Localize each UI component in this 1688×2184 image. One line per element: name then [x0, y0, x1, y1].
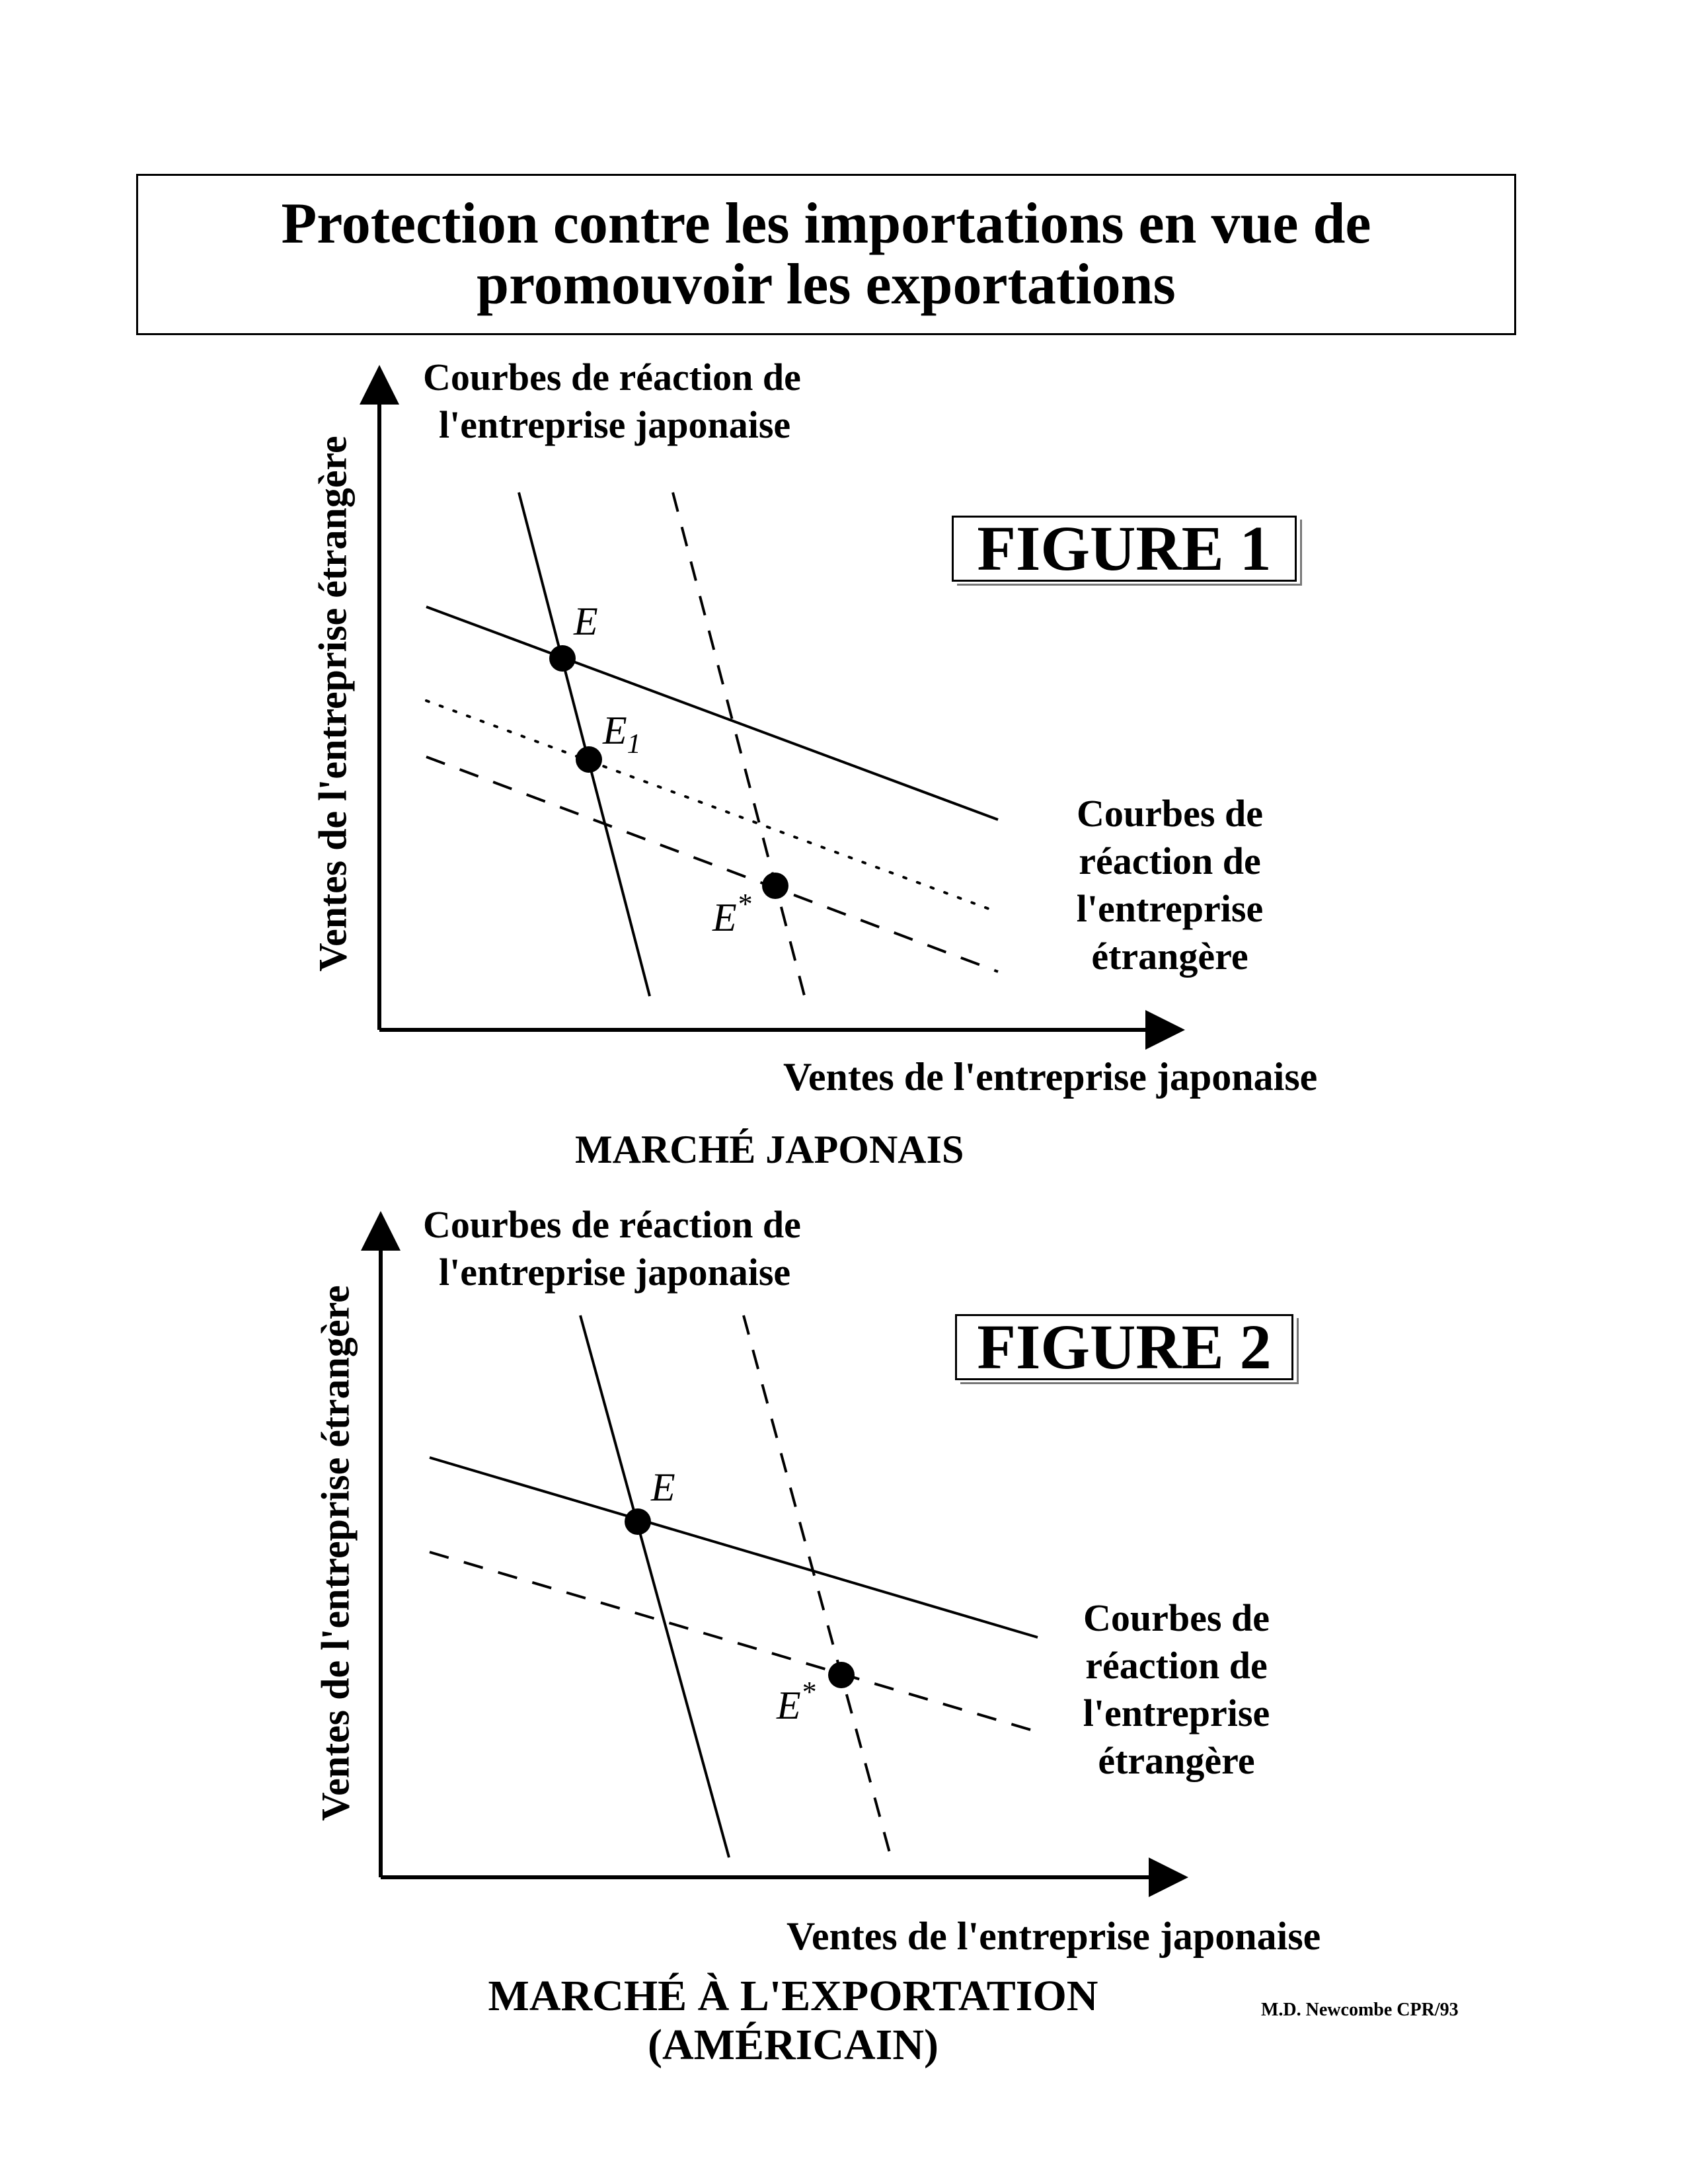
- fig1-x-axis-label: Ventes de l'entreprise japonaise: [783, 1055, 1318, 1099]
- fig1-box-label: FIGURE 1: [977, 513, 1272, 584]
- fig2-label-Estar-sup: *: [800, 1676, 816, 1708]
- fig2-point-E: [625, 1508, 651, 1535]
- fig2-foreign-reaction-solid: [430, 1458, 1038, 1637]
- fig2-x-axis-label: Ventes de l'entreprise japonaise: [786, 1914, 1321, 1958]
- fig1-point-E: [549, 645, 576, 672]
- fig2-point-Estar: [828, 1662, 855, 1688]
- fig1-japanese-reaction-dashed: [673, 492, 805, 998]
- fig1-label-Estar-base: E: [712, 896, 737, 939]
- fig2-box-label: FIGURE 2: [977, 1311, 1272, 1382]
- fig1-foreign-curve-label-line: l'entreprise: [1076, 887, 1264, 930]
- credit: M.D. Newcombe CPR/93: [1261, 2000, 1459, 2020]
- fig2-market-label-line: MARCHÉ À L'EXPORTATION: [488, 1972, 1098, 2020]
- fig2-label-Estar-base: E: [777, 1684, 801, 1727]
- fig1-label-E1-sub: 1: [627, 729, 641, 760]
- fig1-points: [549, 600, 788, 939]
- fig1-japanese-curve-label-line: Courbes de réaction de: [423, 356, 801, 399]
- fig1-foreign-curve-label-line: étrangère: [1091, 935, 1248, 978]
- fig2-japanese-reaction-solid: [580, 1315, 729, 1857]
- fig1-market-label: MARCHÉ JAPONAIS: [575, 1128, 964, 1171]
- fig2-label-E: E: [651, 1465, 675, 1509]
- fig1-y-axis-label: Ventes de l'entreprise étrangère: [311, 436, 355, 972]
- fig1-japanese-curve-label-line: l'entreprise japonaise: [439, 403, 791, 446]
- fig2-foreign-curve-label-line: réaction de: [1085, 1644, 1268, 1687]
- fig2-foreign-curve-label-line: étrangère: [1098, 1739, 1255, 1782]
- fig1-foreign-curve-label-line: réaction de: [1079, 839, 1261, 882]
- title-line-1: Protection contre les importations en vue de: [281, 192, 1371, 256]
- fig1-label-E1-base: E: [603, 709, 627, 752]
- title-line-2: promouvoir les exportations: [477, 253, 1176, 317]
- fig2-japanese-curve-label-line: l'entreprise japonaise: [439, 1251, 791, 1294]
- fig1-foreign-curve-label-line: Courbes de: [1077, 792, 1263, 835]
- fig1-label-E1: [602, 709, 641, 760]
- fig1-label-Estar: [712, 888, 751, 939]
- fig2-label-Estar: [776, 1676, 816, 1727]
- fig2-japanese-curve-label-line: Courbes de réaction de: [423, 1203, 801, 1246]
- fig2-foreign-curve-label-line: Courbes de: [1083, 1596, 1270, 1639]
- fig1-foreign-reaction-dotted: [426, 701, 998, 912]
- fig2-market-label-line: (AMÉRICAIN): [648, 2021, 939, 2069]
- fig2-foreign-reaction-dashed: [430, 1552, 1038, 1732]
- fig2-y-axis-label: Ventes de l'entreprise étrangère: [313, 1285, 358, 1821]
- fig1-label-Estar-sup: *: [736, 888, 751, 920]
- fig1-label-E: E: [574, 600, 598, 643]
- fig2-foreign-curve-label-line: l'entreprise: [1083, 1692, 1270, 1735]
- fig2-curves: [430, 1315, 1038, 1857]
- fig1-axes: [379, 397, 1153, 1030]
- fig2-axes: [381, 1243, 1157, 1877]
- fig1-point-Estar: [762, 873, 788, 899]
- fig1-point-E1: [576, 746, 602, 773]
